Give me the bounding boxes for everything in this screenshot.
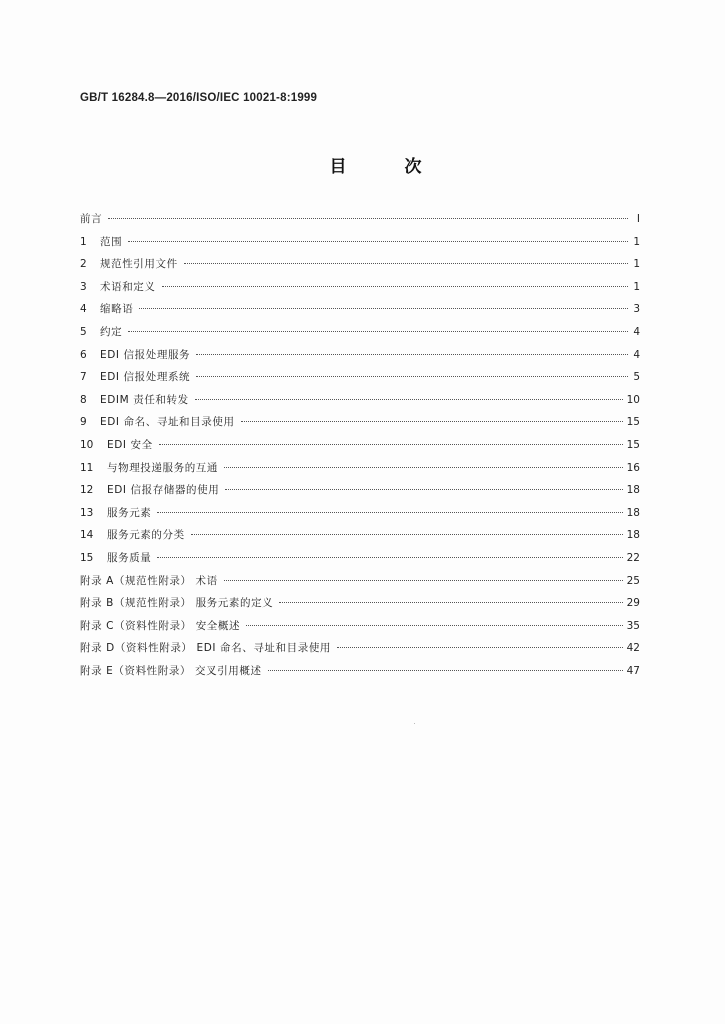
- toc-entry-page: 16: [626, 461, 640, 474]
- toc-dot-leader: [241, 421, 623, 422]
- toc-dot-leader: [268, 670, 623, 671]
- toc-dot-leader: [337, 647, 623, 648]
- toc-entry-number: 7: [80, 371, 87, 384]
- standard-code: GB/T 16284.8—2016/ISO/IEC 10021-8:1999: [80, 92, 318, 104]
- table-of-contents: [80, 211, 640, 685]
- toc-entry[interactable]: [80, 595, 640, 618]
- toc-entry-number: 3: [80, 280, 87, 293]
- toc-entry[interactable]: [80, 369, 640, 392]
- toc-dot-leader: [246, 625, 623, 626]
- toc-entry-label: 缩略语: [100, 303, 134, 316]
- toc-entry[interactable]: [80, 505, 640, 528]
- toc-entry-page: 1: [633, 258, 640, 271]
- toc-dot-leader: [139, 308, 628, 309]
- page-title: 目 次: [329, 157, 448, 177]
- toc-entry[interactable]: [80, 460, 640, 483]
- toc-entry[interactable]: [80, 437, 640, 460]
- toc-entry[interactable]: [80, 324, 640, 347]
- toc-dot-leader: [196, 354, 628, 355]
- scan-speck: [414, 723, 415, 724]
- toc-entry-label: 附录 B（规范性附录） 服务元素的定义: [80, 597, 274, 610]
- toc-entry-page: 42: [626, 642, 640, 655]
- toc-entry-page: 47: [626, 664, 640, 677]
- toc-entry-label: EDIM 责任和转发: [100, 393, 189, 406]
- toc-dot-leader: [224, 580, 623, 581]
- toc-entry-label: 附录 D（资料性附录） EDI 命名、寻址和目录使用: [80, 642, 332, 655]
- toc-entry-label: 规范性引用文件: [100, 258, 178, 271]
- toc-entry-page: 1: [633, 280, 640, 293]
- toc-entry[interactable]: [80, 392, 640, 415]
- toc-entry-page: 18: [626, 506, 640, 519]
- toc-entry-number: 13: [80, 506, 94, 519]
- toc-entry-number: 12: [80, 484, 94, 497]
- toc-entry-page: 18: [626, 484, 640, 497]
- toc-entry-page: 22: [626, 551, 640, 564]
- toc-entry-label: 范围: [100, 235, 123, 248]
- toc-entry-number: 6: [80, 348, 87, 361]
- toc-entry-page: 1: [633, 235, 640, 248]
- toc-dot-leader: [224, 467, 623, 468]
- toc-entry[interactable]: [80, 256, 640, 279]
- toc-dot-leader: [191, 534, 623, 535]
- toc-dot-leader: [159, 444, 623, 445]
- toc-entry-label: 附录 C（资料性附录） 安全概述: [80, 619, 241, 632]
- toc-entry-label: 前言: [80, 213, 103, 225]
- toc-entry-number: 15: [80, 551, 94, 564]
- toc-entry-number: 2: [80, 258, 87, 271]
- toc-entry-page: 4: [633, 348, 640, 361]
- toc-entry-label: 服务元素: [107, 506, 152, 519]
- toc-dot-leader: [108, 218, 628, 219]
- toc-entry[interactable]: [80, 414, 640, 437]
- toc-entry[interactable]: [80, 527, 640, 550]
- toc-entry-number: 11: [80, 461, 94, 474]
- toc-entry-number: 1: [80, 235, 87, 248]
- toc-entry-number: 5: [80, 325, 87, 338]
- toc-entry-number: 14: [80, 529, 94, 542]
- toc-dot-leader: [128, 331, 628, 332]
- toc-dot-leader: [225, 489, 622, 490]
- toc-entry-label: 术语和定义: [100, 280, 156, 293]
- toc-entry-label: 服务元素的分类: [107, 529, 185, 542]
- toc-entry-page: 3: [633, 303, 640, 316]
- toc-entry-number: 9: [80, 416, 87, 429]
- toc-dot-leader: [196, 376, 628, 377]
- toc-entry-page: 15: [626, 416, 640, 429]
- toc-entry[interactable]: [80, 573, 640, 596]
- toc-entry-page: Ⅰ: [636, 213, 640, 225]
- toc-entry[interactable]: [80, 279, 640, 302]
- toc-entry-label: 附录 A（规范性附录） 术语: [80, 574, 218, 587]
- toc-entry[interactable]: [80, 301, 640, 324]
- toc-entry[interactable]: [80, 211, 640, 234]
- toc-entry[interactable]: [80, 618, 640, 641]
- toc-entry-page: 25: [626, 574, 640, 587]
- toc-entry-page: 18: [626, 529, 640, 542]
- toc-entry[interactable]: [80, 663, 640, 686]
- toc-entry-page: 4: [633, 325, 640, 338]
- toc-entry[interactable]: [80, 640, 640, 663]
- toc-entry-label: EDI 安全: [107, 438, 153, 451]
- toc-entry-label: EDI 信报处理服务: [100, 348, 191, 361]
- toc-entry[interactable]: [80, 347, 640, 370]
- toc-entry-label: EDI 信报处理系统: [100, 371, 191, 384]
- toc-dot-leader: [128, 241, 628, 242]
- toc-entry-page: 10: [626, 393, 640, 406]
- toc-entry-label: EDI 命名、寻址和目录使用: [100, 416, 235, 429]
- toc-dot-leader: [279, 602, 622, 603]
- toc-entry-label: 附录 E（资料性附录） 交叉引用概述: [80, 664, 262, 677]
- toc-dot-leader: [162, 286, 629, 287]
- toc-entry-page: 15: [626, 438, 640, 451]
- toc-entry-label: 服务质量: [107, 551, 152, 564]
- toc-entry-page: 29: [626, 597, 640, 610]
- toc-entry-page: 35: [626, 619, 640, 632]
- toc-entry[interactable]: [80, 234, 640, 257]
- toc-entry-number: 4: [80, 303, 87, 316]
- toc-entry-page: 5: [633, 371, 640, 384]
- toc-dot-leader: [157, 557, 622, 558]
- toc-entry-label: EDI 信报存储器的使用: [107, 484, 220, 497]
- toc-entry-label: 约定: [100, 325, 123, 338]
- toc-entry[interactable]: [80, 482, 640, 505]
- toc-dot-leader: [157, 512, 622, 513]
- toc-dot-leader: [184, 263, 628, 264]
- toc-entry-label: 与物理投递服务的互通: [107, 461, 218, 474]
- toc-entry-number: 10: [80, 438, 94, 451]
- toc-dot-leader: [195, 399, 623, 400]
- toc-entry-number: 8: [80, 393, 87, 406]
- toc-entry[interactable]: [80, 550, 640, 573]
